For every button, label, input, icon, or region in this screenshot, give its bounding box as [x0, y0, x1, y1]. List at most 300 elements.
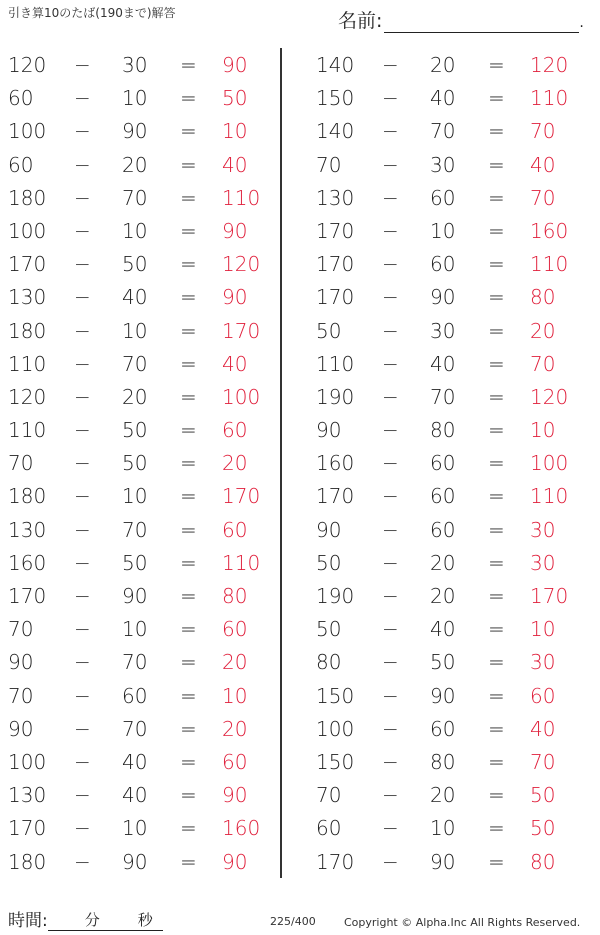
answer: 160	[222, 816, 261, 841]
problem-row	[308, 148, 588, 181]
minus-sign: −	[382, 716, 399, 741]
answer: 80	[530, 849, 556, 874]
minuend: 160	[8, 550, 47, 575]
minuend: 120	[8, 53, 47, 77]
equals-sign: =	[488, 849, 505, 874]
answer: 60	[222, 418, 248, 443]
subtrahend: 20	[122, 152, 148, 177]
subtrahend: 10	[122, 86, 148, 111]
problem-row	[308, 181, 588, 214]
column-divider	[280, 48, 282, 878]
minuend: 190	[316, 384, 355, 409]
right-problem-column	[308, 48, 588, 878]
subtrahend: 90	[430, 683, 456, 708]
equals-sign: =	[180, 650, 197, 675]
problem-row	[308, 446, 588, 479]
answer: 10	[222, 119, 248, 144]
answer: 70	[530, 351, 556, 376]
minus-sign: −	[74, 252, 91, 277]
answer: 170	[530, 584, 569, 608]
answer: 60	[530, 683, 556, 708]
minus-sign: −	[74, 749, 91, 774]
minuend: 170	[8, 252, 47, 277]
equals-sign: =	[488, 617, 505, 642]
minus-sign: −	[382, 53, 399, 77]
subtrahend: 60	[430, 716, 456, 741]
problem-row	[308, 413, 588, 446]
equals-sign: =	[488, 285, 505, 310]
page-title: 引き算10のたば(190まで)解答	[8, 6, 176, 20]
subtrahend: 70	[122, 185, 148, 210]
answer: 110	[530, 484, 569, 509]
subtrahend: 40	[122, 749, 148, 774]
equals-sign: =	[180, 584, 197, 608]
minuend: 90	[316, 418, 342, 443]
equals-sign: =	[488, 351, 505, 376]
answer: 20	[222, 716, 248, 741]
minus-sign: −	[382, 749, 399, 774]
answer: 90	[222, 218, 248, 243]
answer: 70	[530, 119, 556, 144]
minuend: 150	[316, 86, 355, 111]
answer: 170	[222, 318, 261, 343]
problem-row	[0, 612, 280, 645]
subtrahend: 30	[122, 53, 148, 77]
subtrahend: 90	[122, 119, 148, 144]
subtrahend: 60	[430, 185, 456, 210]
answer: 20	[222, 451, 248, 476]
minutes-label: 分	[84, 911, 100, 929]
answer: 40	[530, 716, 556, 741]
equals-sign: =	[180, 185, 197, 210]
minus-sign: −	[382, 119, 399, 144]
problem-row	[0, 579, 280, 612]
equals-sign: =	[488, 816, 505, 841]
minus-sign: −	[382, 384, 399, 409]
minuend: 130	[8, 285, 47, 310]
subtrahend: 20	[430, 584, 456, 608]
minuend: 150	[316, 683, 355, 708]
problem-row	[0, 314, 280, 347]
subtrahend: 40	[430, 617, 456, 642]
answer: 100	[530, 451, 569, 476]
minus-sign: −	[382, 252, 399, 277]
answer: 60	[222, 517, 248, 542]
answer: 50	[222, 86, 248, 111]
minuend: 180	[8, 849, 47, 874]
subtrahend: 10	[122, 617, 148, 642]
minus-sign: −	[74, 384, 91, 409]
minus-sign: −	[382, 484, 399, 509]
subtrahend: 90	[122, 584, 148, 608]
equals-sign: =	[488, 218, 505, 243]
equals-sign: =	[488, 418, 505, 443]
minuend: 90	[8, 650, 34, 675]
problem-row	[0, 645, 280, 678]
page-number: 225/400	[270, 915, 316, 928]
answer: 80	[222, 584, 248, 608]
equals-sign: =	[180, 716, 197, 741]
seconds-label: 秒	[137, 911, 153, 929]
minuend: 80	[316, 650, 342, 675]
minuend: 170	[8, 816, 47, 841]
problem-row	[0, 214, 280, 247]
equals-sign: =	[180, 550, 197, 575]
answer: 110	[530, 252, 569, 277]
problem-row	[0, 247, 280, 280]
equals-sign: =	[180, 418, 197, 443]
answer: 30	[530, 517, 556, 542]
minus-sign: −	[74, 218, 91, 243]
minus-sign: −	[382, 617, 399, 642]
minuend: 180	[8, 185, 47, 210]
problem-row	[308, 81, 588, 114]
minuend: 50	[316, 318, 342, 343]
problem-row	[0, 181, 280, 214]
answer: 110	[530, 86, 569, 111]
minus-sign: −	[382, 351, 399, 376]
problem-row	[0, 148, 280, 181]
equals-sign: =	[180, 816, 197, 841]
problem-row	[308, 645, 588, 678]
minuend: 110	[8, 351, 47, 376]
time-field[interactable]	[8, 906, 163, 931]
subtrahend: 40	[122, 285, 148, 310]
minuend: 150	[316, 749, 355, 774]
minus-sign: −	[74, 617, 91, 642]
minuend: 50	[316, 617, 342, 642]
subtrahend: 50	[122, 418, 148, 443]
equals-sign: =	[488, 484, 505, 509]
equals-sign: =	[488, 683, 505, 708]
minuend: 120	[8, 384, 47, 409]
minus-sign: −	[382, 650, 399, 675]
minus-sign: −	[74, 53, 91, 77]
answer: 40	[222, 351, 248, 376]
minus-sign: −	[382, 451, 399, 476]
minuend: 170	[316, 218, 355, 243]
minus-sign: −	[382, 218, 399, 243]
minuend: 110	[316, 351, 355, 376]
minus-sign: −	[382, 849, 399, 874]
subtrahend: 70	[430, 384, 456, 409]
minus-sign: −	[382, 318, 399, 343]
problem-row	[308, 679, 588, 712]
minuend: 100	[8, 218, 47, 243]
problem-row	[0, 81, 280, 114]
subtrahend: 40	[430, 351, 456, 376]
time-underline[interactable]	[48, 912, 163, 931]
minus-sign: −	[74, 285, 91, 310]
subtrahend: 40	[430, 86, 456, 111]
answer: 90	[222, 783, 248, 808]
problem-row	[0, 446, 280, 479]
minuend: 100	[316, 716, 355, 741]
equals-sign: =	[488, 185, 505, 210]
problem-row	[308, 778, 588, 811]
equals-sign: =	[180, 152, 197, 177]
minus-sign: −	[74, 816, 91, 841]
equals-sign: =	[180, 451, 197, 476]
minus-sign: −	[74, 318, 91, 343]
minuend: 170	[8, 584, 47, 608]
equals-sign: =	[180, 517, 197, 542]
subtrahend: 50	[430, 650, 456, 675]
subtrahend: 70	[122, 716, 148, 741]
copyright-notice: Copyright © Alpha.Inc All Rights Reserved.	[344, 916, 581, 929]
answer: 170	[222, 484, 261, 509]
subtrahend: 20	[430, 783, 456, 808]
minuend: 140	[316, 53, 355, 77]
minus-sign: −	[74, 119, 91, 144]
equals-sign: =	[180, 351, 197, 376]
problem-row	[308, 811, 588, 844]
minuend: 60	[8, 86, 34, 111]
equals-sign: =	[488, 783, 505, 808]
equals-sign: =	[180, 783, 197, 808]
answer: 160	[530, 218, 569, 243]
problem-row	[0, 48, 280, 81]
equals-sign: =	[180, 285, 197, 310]
problem-row	[0, 280, 280, 313]
minus-sign: −	[74, 550, 91, 575]
equals-sign: =	[180, 617, 197, 642]
minus-sign: −	[74, 451, 91, 476]
name-end-dot: .	[579, 15, 584, 31]
subtrahend: 50	[122, 252, 148, 277]
equals-sign: =	[488, 119, 505, 144]
equals-sign: =	[180, 484, 197, 509]
answer: 80	[530, 285, 556, 310]
subtrahend: 10	[122, 218, 148, 243]
minuend: 170	[316, 285, 355, 310]
equals-sign: =	[488, 584, 505, 608]
equals-sign: =	[488, 53, 505, 77]
answer: 110	[222, 185, 261, 210]
minus-sign: −	[74, 86, 91, 111]
minuend: 50	[316, 550, 342, 575]
answer: 50	[530, 816, 556, 841]
minus-sign: −	[382, 683, 399, 708]
minuend: 90	[8, 716, 34, 741]
problem-row	[308, 479, 588, 512]
answer: 90	[222, 849, 248, 874]
subtrahend: 60	[430, 252, 456, 277]
subtrahend: 60	[430, 484, 456, 509]
answer: 90	[222, 53, 248, 77]
problem-row	[308, 280, 588, 313]
minuend: 70	[8, 683, 34, 708]
problem-row	[308, 513, 588, 546]
answer: 60	[222, 749, 248, 774]
problem-row	[0, 479, 280, 512]
problem-row	[0, 778, 280, 811]
minus-sign: −	[74, 351, 91, 376]
subtrahend: 70	[122, 517, 148, 542]
equals-sign: =	[488, 517, 505, 542]
equals-sign: =	[488, 384, 505, 409]
minuend: 60	[316, 816, 342, 841]
answer: 110	[222, 550, 261, 575]
problem-row	[0, 745, 280, 778]
problem-row	[0, 413, 280, 446]
subtrahend: 50	[122, 550, 148, 575]
equals-sign: =	[180, 683, 197, 708]
subtrahend: 60	[430, 451, 456, 476]
minuend: 180	[8, 318, 47, 343]
subtrahend: 90	[430, 849, 456, 874]
answer: 40	[222, 152, 248, 177]
left-problem-column	[0, 48, 280, 878]
answer: 70	[530, 749, 556, 774]
subtrahend: 70	[430, 119, 456, 144]
answer: 30	[530, 550, 556, 575]
equals-sign: =	[488, 152, 505, 177]
answer: 100	[222, 384, 261, 409]
problem-row	[308, 612, 588, 645]
minuend: 70	[8, 617, 34, 642]
subtrahend: 10	[430, 218, 456, 243]
answer: 90	[222, 285, 248, 310]
subtrahend: 70	[122, 351, 148, 376]
minuend: 70	[316, 152, 342, 177]
problem-row	[308, 48, 588, 81]
problem-row	[0, 546, 280, 579]
minuend: 90	[316, 517, 342, 542]
problem-row	[0, 712, 280, 745]
answer: 20	[222, 650, 248, 675]
problem-row	[308, 845, 588, 878]
equals-sign: =	[180, 318, 197, 343]
minuend: 100	[8, 749, 47, 774]
problem-row	[308, 214, 588, 247]
answer: 120	[530, 384, 569, 409]
answer: 10	[530, 617, 556, 642]
subtrahend: 60	[430, 517, 456, 542]
problem-row	[308, 546, 588, 579]
minuend: 190	[316, 584, 355, 608]
problem-row	[308, 347, 588, 380]
answer: 10	[222, 683, 248, 708]
equals-sign: =	[180, 384, 197, 409]
equals-sign: =	[488, 716, 505, 741]
minus-sign: −	[382, 285, 399, 310]
minuend: 110	[8, 418, 47, 443]
minus-sign: −	[382, 550, 399, 575]
subtrahend: 10	[122, 484, 148, 509]
equals-sign: =	[180, 86, 197, 111]
equals-sign: =	[488, 451, 505, 476]
minus-sign: −	[74, 418, 91, 443]
subtrahend: 50	[122, 451, 148, 476]
minus-sign: −	[382, 152, 399, 177]
answer: 40	[530, 152, 556, 177]
problem-row	[308, 247, 588, 280]
equals-sign: =	[180, 252, 197, 277]
minuend: 70	[316, 783, 342, 808]
minuend: 170	[316, 849, 355, 874]
minus-sign: −	[382, 816, 399, 841]
answer: 50	[530, 783, 556, 808]
subtrahend: 10	[122, 318, 148, 343]
minus-sign: −	[74, 484, 91, 509]
minus-sign: −	[382, 517, 399, 542]
minuend: 180	[8, 484, 47, 509]
problem-row	[308, 712, 588, 745]
minuend: 130	[8, 517, 47, 542]
minus-sign: −	[74, 849, 91, 874]
name-label: 名前:	[338, 10, 383, 32]
minus-sign: −	[74, 783, 91, 808]
equals-sign: =	[488, 86, 505, 111]
subtrahend: 10	[430, 816, 456, 841]
problem-row	[0, 114, 280, 147]
minuend: 60	[8, 152, 34, 177]
problem-row	[0, 513, 280, 546]
equals-sign: =	[180, 119, 197, 144]
minus-sign: −	[382, 185, 399, 210]
problem-row	[308, 314, 588, 347]
minus-sign: −	[74, 683, 91, 708]
subtrahend: 70	[122, 650, 148, 675]
minus-sign: −	[382, 86, 399, 111]
problem-row	[0, 811, 280, 844]
problem-row	[308, 745, 588, 778]
equals-sign: =	[488, 318, 505, 343]
time-label: 時間:	[8, 911, 48, 931]
answer: 70	[530, 185, 556, 210]
name-underline[interactable]	[384, 14, 579, 33]
equals-sign: =	[488, 252, 505, 277]
problem-row	[308, 579, 588, 612]
subtrahend: 90	[122, 849, 148, 874]
subtrahend: 90	[430, 285, 456, 310]
minus-sign: −	[382, 418, 399, 443]
problem-row	[308, 114, 588, 147]
subtrahend: 20	[430, 550, 456, 575]
subtrahend: 20	[122, 384, 148, 409]
problem-row	[0, 845, 280, 878]
subtrahend: 30	[430, 152, 456, 177]
minuend: 170	[316, 252, 355, 277]
name-field[interactable]	[338, 6, 584, 33]
problem-row	[0, 380, 280, 413]
equals-sign: =	[180, 53, 197, 77]
minus-sign: −	[74, 152, 91, 177]
subtrahend: 80	[430, 418, 456, 443]
equals-sign: =	[488, 550, 505, 575]
minus-sign: −	[74, 650, 91, 675]
minuend: 160	[316, 451, 355, 476]
subtrahend: 10	[122, 816, 148, 841]
minus-sign: −	[74, 185, 91, 210]
minus-sign: −	[74, 584, 91, 608]
minuend: 70	[8, 451, 34, 476]
minuend: 100	[8, 119, 47, 144]
subtrahend: 40	[122, 783, 148, 808]
answer: 120	[222, 252, 261, 277]
problem-row	[0, 347, 280, 380]
equals-sign: =	[180, 749, 197, 774]
minuend: 170	[316, 484, 355, 509]
minus-sign: −	[382, 783, 399, 808]
answer: 20	[530, 318, 556, 343]
answer: 30	[530, 650, 556, 675]
equals-sign: =	[488, 650, 505, 675]
answer: 60	[222, 617, 248, 642]
subtrahend: 60	[122, 683, 148, 708]
problem-row	[308, 380, 588, 413]
